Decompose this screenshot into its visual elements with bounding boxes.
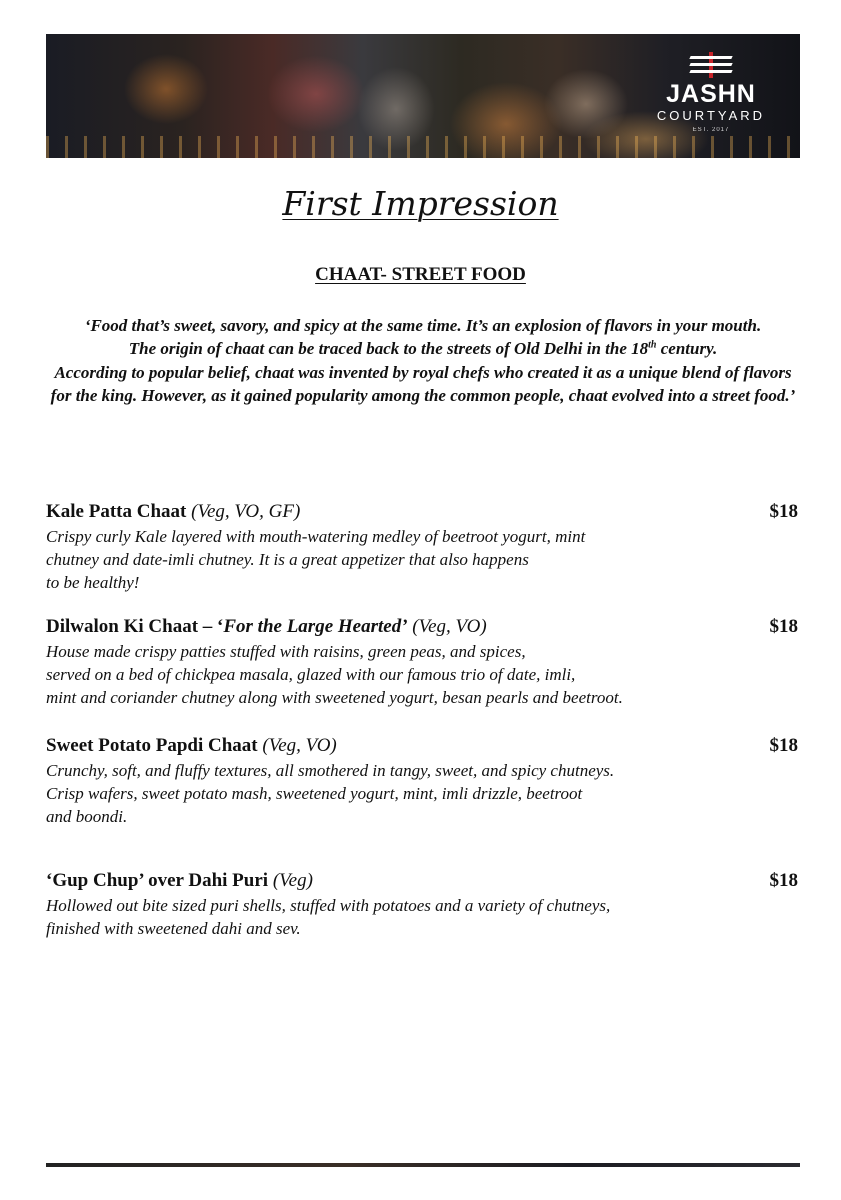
page-title: First Impression — [282, 184, 559, 223]
menu-item-price: $18 — [769, 735, 798, 756]
intro-line-1: ‘Food that’s sweet, savory, and spicy at the same time. It’s an explosion of flavors in your mouth. — [84, 316, 762, 335]
menu-item — [46, 500, 798, 594]
menu-item-price: $18 — [769, 870, 798, 891]
banner-candle-lights — [46, 136, 800, 158]
menu-item-tags: (Veg, VO, GF) — [191, 501, 301, 522]
logo-mark-icon — [690, 52, 732, 78]
restaurant-logo — [636, 52, 786, 133]
menu-item-name: Kale Patta Chaat — [46, 501, 187, 522]
logo-established: EST. 2017 — [692, 127, 730, 133]
menu-item-description: Crunchy, soft, and fluffy textures, all smothered in tangy, sweet, and spicy chutneys. Crisp wafers, sweet potato mash, sweetened yogurt, mint, imli drizzle, beetroot and boondi. — [46, 761, 615, 826]
logo-subtitle: COURTYARD — [656, 108, 766, 123]
intro-line-2: The origin of chaat can be traced back to the streets of Old Delhi in the 18th century. — [128, 339, 718, 359]
menu-item-name: Dilwalon Ki Chaat – ‘ — [46, 616, 224, 637]
menu-item-price: $18 — [769, 501, 798, 522]
intro-line-3: According to popular belief, chaat was invented by royal chefs who created it as a unique blend of flavors for the king. However, as it gained popularity among the common people, chaat evolved into a street food.’ — [50, 362, 796, 406]
footer-banner-strip — [46, 1163, 800, 1167]
menu-item — [46, 869, 798, 940]
menu-item-tags: (Veg, VO) — [412, 616, 487, 637]
menu-item-description: Hollowed out bite sized puri shells, stuffed with potatoes and a variety of chutneys, finished with sweetened dahi and sev. — [46, 896, 611, 938]
menu-item-name: ‘Gup Chup’ over Dahi Puri — [46, 870, 269, 891]
header-banner-image — [46, 34, 800, 158]
menu-item-name: Sweet Potato Papdi Chaat — [46, 735, 258, 756]
menu-item-description: Crispy curly Kale layered with mouth-watering medley of beetroot yogurt, mint chutney and date-imli chutney. It is a great appetizer that also happens to be healthy! — [46, 527, 586, 592]
menu-item — [46, 615, 798, 709]
menu-item-tags: (Veg) — [272, 870, 313, 891]
menu-item-price: $18 — [769, 616, 798, 637]
menu-item — [46, 734, 798, 828]
logo-wordmark: JASHN — [666, 80, 756, 108]
menu-item-name-emphasis: For the Large Hearted’ — [223, 616, 408, 637]
section-intro — [46, 314, 800, 408]
section-heading: CHAAT- STREET FOOD — [315, 264, 526, 285]
menu-item-description: House made crispy patties stuffed with raisins, green peas, and spices, served on a bed of chickpea masala, glazed with our famous trio of date, imli, mint and coriander chutney along with sweetened yogurt, besan pearls and beetroot. — [46, 642, 623, 707]
menu-item-tags: (Veg, VO) — [262, 735, 337, 756]
